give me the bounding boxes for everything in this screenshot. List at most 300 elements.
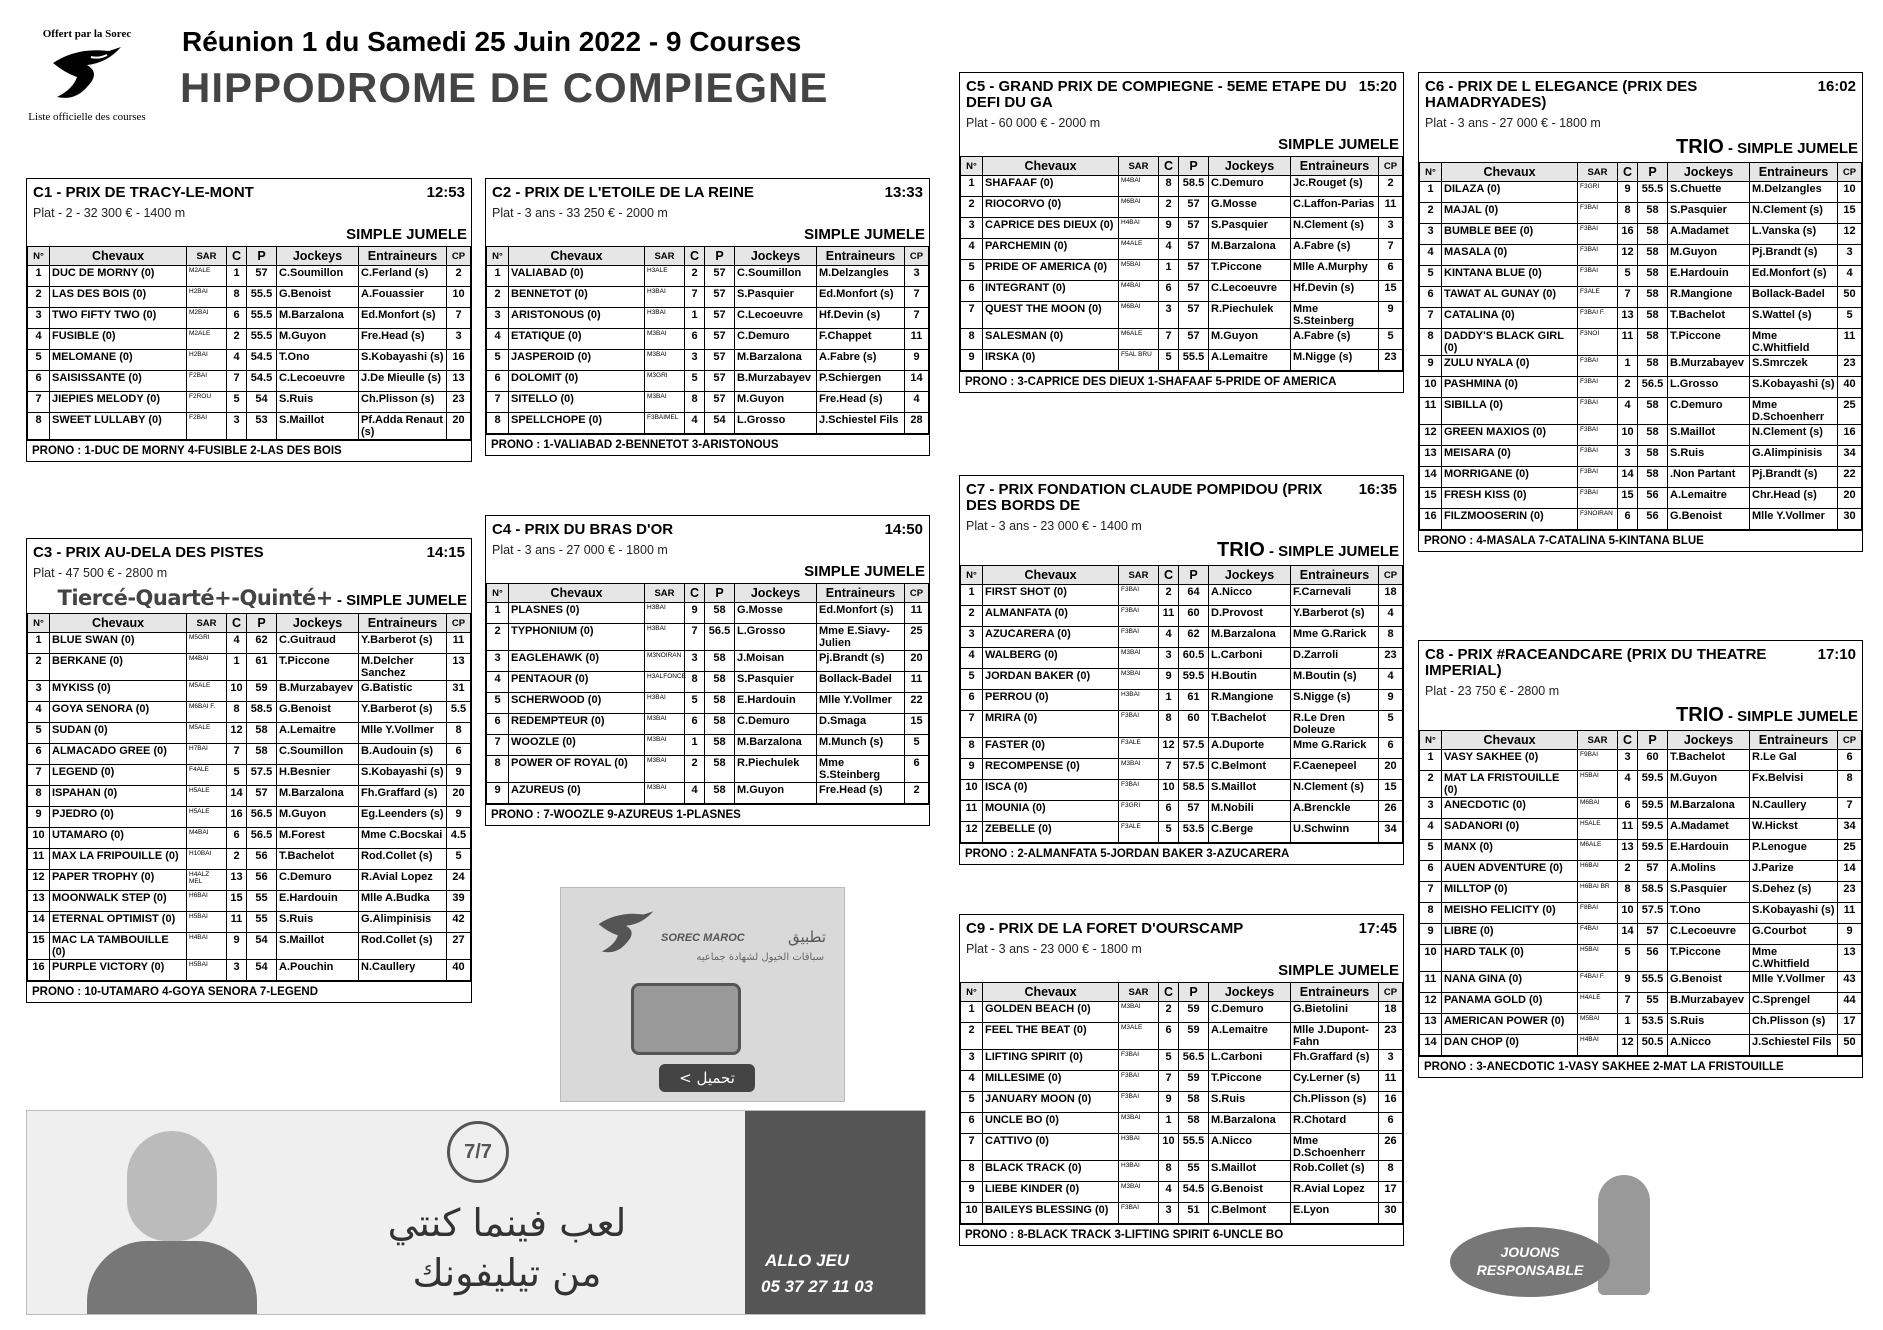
runner-number: 15: [1420, 488, 1442, 509]
trainer: Pj.Brandt (s): [1750, 245, 1838, 266]
odds: 18: [1379, 585, 1403, 606]
jockey: M.Barzalona: [277, 308, 359, 329]
horse-name: DAN CHOP (0): [1442, 1035, 1578, 1056]
table-row: [1420, 203, 1862, 224]
sar-code: F9BAI: [1578, 750, 1618, 771]
table-row: [28, 744, 471, 765]
stall: 6: [1159, 801, 1179, 822]
table-row: [961, 711, 1403, 738]
bet-types: [27, 224, 471, 246]
column-header: SAR: [187, 614, 227, 633]
trainer: A.Fabre (s): [1291, 329, 1379, 350]
table-row: [961, 239, 1403, 260]
jockey: S.Maillot: [1668, 425, 1750, 446]
column-header: Jockeys: [1209, 983, 1291, 1002]
bet-simple-jumele: SIMPLE JUMELE: [804, 226, 925, 243]
horse-name: ISCA (0): [983, 780, 1119, 801]
stall: 1: [685, 308, 705, 329]
weight: 56.5: [247, 828, 277, 849]
jockey: C.Lecoeuvre: [1668, 924, 1750, 945]
sar-code: H7BAI: [187, 744, 227, 765]
stall: 15: [1618, 488, 1638, 509]
stall: 8: [1618, 203, 1638, 224]
stall: 2: [227, 329, 247, 350]
stall: 6: [227, 308, 247, 329]
column-header: P: [1179, 157, 1209, 176]
table-row: [961, 281, 1403, 302]
stall: 16: [1618, 224, 1638, 245]
jockey: C.Demuro: [1668, 398, 1750, 425]
horse-name: SADANORI (0): [1442, 819, 1578, 840]
mascot-illustration: [1598, 1175, 1650, 1295]
sar-code: F3BAI F.: [1578, 308, 1618, 329]
column-header: Jockeys: [735, 247, 817, 266]
jockey: S.Pasquier: [1668, 882, 1750, 903]
stall: 6: [1618, 509, 1638, 530]
table-row: [487, 624, 929, 651]
sar-code: H4BAI: [1119, 218, 1159, 239]
download-button[interactable]: < تحميل: [659, 1064, 755, 1092]
stall: 9: [1159, 669, 1179, 690]
column-header: Chevaux: [983, 983, 1119, 1002]
table-row: [487, 735, 929, 756]
jockey: M.Guyon: [1668, 245, 1750, 266]
race-conditions: Plat - 3 ans - 23 000 € - 1800 m: [966, 942, 1142, 956]
column-header: CP: [447, 614, 471, 633]
table-row: [961, 1134, 1403, 1161]
trainer: Cy.Lerner (s): [1291, 1071, 1379, 1092]
weight: 58: [705, 783, 735, 804]
weight: 57: [1179, 801, 1209, 822]
sar-code: F3ALE: [1578, 287, 1618, 308]
odds: 7: [905, 287, 929, 308]
runner-number: 1: [961, 176, 983, 197]
stall: 1: [227, 266, 247, 287]
odds: 3: [447, 329, 471, 350]
trainer: J.Parize: [1750, 861, 1838, 882]
column-header: N°: [28, 614, 50, 633]
sar-code: F4ALE: [187, 765, 227, 786]
race-time: 16:02: [1817, 78, 1856, 95]
trainer: Rob.Collet (s): [1291, 1161, 1379, 1182]
horse-name: AZUREUS (0): [509, 783, 645, 804]
jockey: H.Besnier: [277, 765, 359, 786]
trainer: G.Alimpinisis: [1750, 446, 1838, 467]
table-row: [487, 308, 929, 329]
column-header: Entraineurs: [1291, 983, 1379, 1002]
trainer: R.Avial Lopez: [359, 870, 447, 891]
race-prono: PRONO : 7-WOOZLE 9-AZUREUS 1-PLASNES: [486, 804, 929, 825]
stall: 3: [685, 350, 705, 371]
odds: 3: [1379, 1050, 1403, 1071]
sar-code: H5BAI: [1578, 771, 1618, 798]
agent-body: [87, 1241, 257, 1315]
trainer: S.Wattel (s): [1750, 308, 1838, 329]
sar-code: F4BAI F.: [1578, 972, 1618, 993]
weight: 59: [247, 681, 277, 702]
jockey: S.Ruis: [1668, 446, 1750, 467]
runner-number: 5: [961, 669, 983, 690]
trainer: Mme D.Schoenherr: [1750, 398, 1838, 425]
table-row: [1420, 425, 1862, 446]
table-row: [487, 392, 929, 413]
runner-number: 13: [1420, 446, 1442, 467]
sar-code: F4BAI: [1578, 924, 1618, 945]
stall: 7: [1618, 993, 1638, 1014]
column-header: SAR: [1119, 157, 1159, 176]
responsible-gaming-ellipse: JOUONS RESPONSABLE: [1450, 1227, 1610, 1297]
sar-code: M3BAI: [1119, 1182, 1159, 1203]
horse-name: PENTAOUR (0): [509, 672, 645, 693]
trainer: Mme S.Steinberg: [817, 756, 905, 783]
weight: 59: [1179, 1071, 1209, 1092]
horse-name: HARD TALK (0): [1442, 945, 1578, 972]
horse-name: WOOZLE (0): [509, 735, 645, 756]
odds: 11: [447, 633, 471, 654]
stall: 5: [1159, 350, 1179, 371]
column-header: P: [1179, 566, 1209, 585]
runners-table: [960, 982, 1403, 1224]
sar-code: M2ALE: [187, 266, 227, 287]
jockey: C.Demuro: [277, 870, 359, 891]
odds: 6: [1838, 750, 1862, 771]
phone-logo-7-7: 7/7: [447, 1121, 509, 1183]
race-title: C4 - PRIX DU BRAS D'OR: [492, 521, 674, 538]
jockey: A.Madamet: [1668, 819, 1750, 840]
runner-number: 9: [1420, 924, 1442, 945]
odds: 16: [1379, 1092, 1403, 1113]
jockey: M.Barzalona: [735, 350, 817, 371]
runner-number: 4: [28, 702, 50, 723]
weight: 57: [705, 266, 735, 287]
trainer: Fh.Graffard (s): [1291, 1050, 1379, 1071]
horse-name: BLUE SWAN (0): [50, 633, 187, 654]
weight: 58.5: [247, 702, 277, 723]
weight: 58.5: [1179, 176, 1209, 197]
odds: 11: [905, 329, 929, 350]
odds: 8: [1379, 1161, 1403, 1182]
sar-code: M3BAI: [645, 350, 685, 371]
trainer: S.Kobayashi (s): [1750, 903, 1838, 924]
sar-code: F3BAI: [1119, 606, 1159, 627]
table-header-row: [487, 584, 929, 603]
jockey: L.Grosso: [735, 413, 817, 434]
table-row: [1420, 750, 1862, 771]
horse-name: JORDAN BAKER (0): [983, 669, 1119, 690]
weight: 61: [247, 654, 277, 681]
weight: 55.5: [1179, 350, 1209, 371]
stall: 2: [685, 266, 705, 287]
sar-code: M3ALE: [1119, 1023, 1159, 1050]
runners-table: [27, 613, 471, 981]
jockey: B.Murzabayev: [735, 371, 817, 392]
race-time: 14:50: [884, 521, 923, 538]
trainer: Mme C.Bocskai: [359, 828, 447, 849]
trainer: Rod.Collet (s): [359, 849, 447, 870]
jockey: M.Barzalona: [1209, 627, 1291, 648]
odds: 4.5: [447, 828, 471, 849]
weight: 55: [1179, 1161, 1209, 1182]
runner-number: 7: [961, 302, 983, 329]
weight: 58: [1638, 329, 1668, 356]
column-header: CP: [1838, 731, 1862, 750]
table-row: [1420, 924, 1862, 945]
horse-name: MOUNIA (0): [983, 801, 1119, 822]
jockey: L.Grosso: [735, 624, 817, 651]
trainer: M.Boutin (s): [1291, 669, 1379, 690]
runner-number: 2: [28, 287, 50, 308]
column-header: Chevaux: [50, 247, 187, 266]
stall: 8: [1618, 882, 1638, 903]
stall: 9: [227, 933, 247, 960]
sar-code: M5ALE: [187, 723, 227, 744]
stall: 9: [685, 603, 705, 624]
stall: 7: [227, 744, 247, 765]
stall: 7: [1159, 329, 1179, 350]
odds: 6: [1379, 1113, 1403, 1134]
column-header: Jockeys: [1209, 566, 1291, 585]
trainer: J.Schiestel Fils: [1750, 1035, 1838, 1056]
odds: 14: [905, 371, 929, 392]
jockey: C.Belmont: [1209, 1203, 1291, 1224]
odds: 20: [905, 651, 929, 672]
stall: 4: [1618, 771, 1638, 798]
odds: 50: [1838, 287, 1862, 308]
jockey: S.Pasquier: [1668, 203, 1750, 224]
runner-number: 9: [487, 783, 509, 804]
stall: 7: [1159, 1071, 1179, 1092]
trainer: M.Delcher Sanchez: [359, 654, 447, 681]
trainer: Ch.Plisson (s): [359, 392, 447, 413]
runner-number: 7: [28, 392, 50, 413]
horse-name: SCHERWOOD (0): [509, 693, 645, 714]
odds: 12: [1838, 224, 1862, 245]
race-header: [27, 539, 471, 561]
table-row: [1420, 771, 1862, 798]
column-header: CP: [1379, 983, 1403, 1002]
trainer: N.Caullery: [1750, 798, 1838, 819]
horse-name: PLASNES (0): [509, 603, 645, 624]
odds: 23: [1379, 350, 1403, 371]
weight: 59.5: [1638, 819, 1668, 840]
allo-jeu-box: [745, 1111, 926, 1315]
table-row: [1420, 861, 1862, 882]
stall: 8: [227, 287, 247, 308]
sar-code: M3GRI: [645, 371, 685, 392]
race-card-c4: [485, 515, 930, 826]
jockey: T.Piccone: [1209, 260, 1291, 281]
odds: 5: [1838, 308, 1862, 329]
horse-name: ETERNAL OPTIMIST (0): [50, 912, 187, 933]
trainer: C.Sprengel: [1750, 993, 1838, 1014]
table-row: [28, 933, 471, 960]
jockey: L.Grosso: [1668, 377, 1750, 398]
odds: 13: [447, 371, 471, 392]
trainer: Mlle A.Murphy: [1291, 260, 1379, 281]
table-row: [487, 350, 929, 371]
sar-code: H4ALZ MEL: [187, 870, 227, 891]
column-header: SAR: [645, 584, 685, 603]
trainer: Ed.Monfort (s): [817, 287, 905, 308]
runners-table: [486, 246, 929, 434]
odds: 20: [1838, 488, 1862, 509]
stall: 13: [1618, 308, 1638, 329]
runner-number: 8: [961, 738, 983, 759]
stall: 11: [1618, 329, 1638, 356]
table-row: [961, 1092, 1403, 1113]
runner-number: 8: [961, 1161, 983, 1182]
odds: 3: [1379, 218, 1403, 239]
horse-name: SITELLO (0): [509, 392, 645, 413]
odds: 5: [447, 849, 471, 870]
table-row: [961, 690, 1403, 711]
horse-name: SWEET LULLABY (0): [50, 413, 187, 440]
jockey: M.Forest: [277, 828, 359, 849]
weight: 54.5: [247, 371, 277, 392]
runner-number: 2: [487, 624, 509, 651]
table-row: [487, 266, 929, 287]
odds: 5: [1379, 711, 1403, 738]
sar-code: M6ALE: [1578, 840, 1618, 861]
stall: 5: [1618, 266, 1638, 287]
bet-trio: TRIO: [1676, 704, 1724, 726]
weight: 57.5: [1179, 759, 1209, 780]
trainer: R.Le Dren Doleuze: [1291, 711, 1379, 738]
trainer: F.Caenepeel: [1291, 759, 1379, 780]
weight: 62: [247, 633, 277, 654]
odds: 25: [1838, 398, 1862, 425]
sar-code: M6ALE: [1119, 329, 1159, 350]
runner-number: 11: [1420, 972, 1442, 993]
column-header: Chevaux: [509, 584, 645, 603]
weight: 56: [247, 870, 277, 891]
runner-number: 10: [961, 780, 983, 801]
column-header: Entraineurs: [359, 614, 447, 633]
jockey: M.Barzalona: [735, 735, 817, 756]
sar-code: F3NOI: [1578, 329, 1618, 356]
table-row: [28, 912, 471, 933]
horse-name: MELOMANE (0): [50, 350, 187, 371]
trainer: W.Hickst: [1750, 819, 1838, 840]
weight: 54: [247, 392, 277, 413]
runner-number: 6: [1420, 287, 1442, 308]
horse-name: UTAMARO (0): [50, 828, 187, 849]
phone-betting-ad: [26, 1110, 926, 1315]
stall: 3: [227, 413, 247, 440]
runner-number: 12: [1420, 993, 1442, 1014]
jockey: C.Demuro: [735, 714, 817, 735]
horse-name: TAWAT AL GUNAY (0): [1442, 287, 1578, 308]
column-header: Entraineurs: [1750, 163, 1838, 182]
race-card-c9: [959, 914, 1404, 1246]
trainer: Mme G.Rarick: [1291, 627, 1379, 648]
bet-tierce-quarte-quinte: Tiercé-Quarté+-Quinté+: [57, 586, 333, 610]
table-row: [487, 651, 929, 672]
horse-name: DUC DE MORNY (0): [50, 266, 187, 287]
runner-number: 8: [961, 329, 983, 350]
horse-name: DADDY'S BLACK GIRL (0): [1442, 329, 1578, 356]
stall: 8: [1159, 1161, 1179, 1182]
horse-name: WALBERG (0): [983, 648, 1119, 669]
horse-name: MRIRA (0): [983, 711, 1119, 738]
trainer: Y.Barberot (s): [1291, 606, 1379, 627]
runner-number: 4: [961, 239, 983, 260]
sar-code: H3BAI: [1119, 1161, 1159, 1182]
column-header: Entraineurs: [1291, 157, 1379, 176]
sar-code: H5BAI: [187, 960, 227, 981]
trainer: A.Fabre (s): [1291, 239, 1379, 260]
trainer: C.Ferland (s): [359, 266, 447, 287]
horse-name: JIEPIES MELODY (0): [50, 392, 187, 413]
odds: 9: [447, 807, 471, 828]
stall: 5: [1618, 945, 1638, 972]
column-header: SAR: [187, 247, 227, 266]
weight: 61: [1179, 690, 1209, 711]
weight: 57: [247, 266, 277, 287]
table-row: [487, 672, 929, 693]
trainer: N.Clement (s): [1291, 218, 1379, 239]
runner-number: 5: [1420, 266, 1442, 287]
runner-number: 6: [961, 281, 983, 302]
runner-number: 11: [1420, 398, 1442, 425]
odds: 17: [1379, 1182, 1403, 1203]
jockey: D.Provost: [1209, 606, 1291, 627]
race-title: C5 - GRAND PRIX DE COMPIEGNE - 5EME ETAPE DU DEFI DU GA: [966, 78, 1347, 111]
jockey: T.Piccone: [1668, 945, 1750, 972]
jockey: A.Nicco: [1668, 1035, 1750, 1056]
jockey: C.Soumillon: [735, 266, 817, 287]
sar-code: M3BAI: [645, 735, 685, 756]
table-header-row: [487, 247, 929, 266]
horse-name: CATTIVO (0): [983, 1134, 1119, 1161]
column-header: Chevaux: [983, 566, 1119, 585]
horse-name: FRESH KISS (0): [1442, 488, 1578, 509]
odds: 11: [1379, 197, 1403, 218]
odds: 11: [1838, 903, 1862, 924]
sar-code: F2ROU: [187, 392, 227, 413]
horse-name: AUEN ADVENTURE (0): [1442, 861, 1578, 882]
runner-number: 2: [1420, 203, 1442, 224]
sar-code: M3BAI: [1119, 648, 1159, 669]
table-row: [1420, 377, 1862, 398]
sorec-app-arabic-title: تطبيق: [787, 928, 826, 946]
column-header: Chevaux: [1442, 731, 1578, 750]
horse-name: TYPHONIUM (0): [509, 624, 645, 651]
column-header: N°: [1420, 731, 1442, 750]
weight: 54.5: [1179, 1182, 1209, 1203]
runner-number: 6: [1420, 861, 1442, 882]
race-card-c5: [959, 72, 1404, 393]
weight: 57: [705, 371, 735, 392]
odds: 9: [447, 765, 471, 786]
odds: 5: [1379, 329, 1403, 350]
odds: 23: [1379, 1023, 1403, 1050]
table-row: [28, 960, 471, 981]
horse-name: FILZMOOSERIN (0): [1442, 509, 1578, 530]
table-row: [961, 738, 1403, 759]
jockey: C.Lecoeuvre: [277, 371, 359, 392]
odds: 3: [905, 266, 929, 287]
jockey: R.Mangione: [1209, 690, 1291, 711]
sar-code: M3BAI: [1119, 759, 1159, 780]
runner-number: 5: [961, 1092, 983, 1113]
sar-code: H5BAI: [187, 912, 227, 933]
trainer: G.Bietolini: [1291, 1002, 1379, 1023]
horse-name: TWO FIFTY TWO (0): [50, 308, 187, 329]
runners-table: [1419, 162, 1862, 530]
table-row: [487, 756, 929, 783]
table-row: [28, 392, 471, 413]
